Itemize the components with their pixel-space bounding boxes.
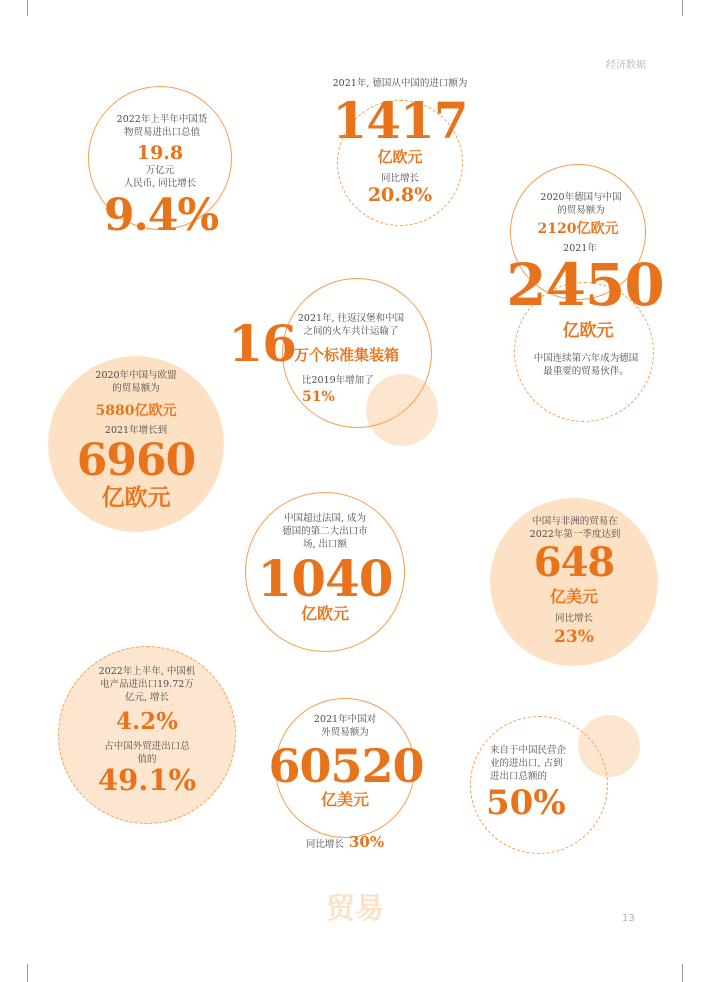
- stat4-intro: 2021年, 往返汉堡和中国之间的火车共计运输了: [297, 313, 405, 337]
- stat2-unit: 亿欧元: [377, 148, 423, 166]
- stat9-growth: [290, 832, 400, 851]
- stat1-big-number: 9.4%: [103, 190, 219, 241]
- stat7-unit: 亿美元: [549, 587, 598, 606]
- stat9-big-number: 60520: [268, 739, 424, 793]
- stat9-intro: 2021年中国对外贸易额为: [313, 714, 377, 738]
- stat1-unit: 万亿元: [145, 165, 175, 176]
- stat5-intro: 2020年中国与欧盟的贸易额为: [95, 370, 177, 394]
- stat8-big-number: 49.1%: [97, 763, 197, 797]
- stat3-intro: 2020年德国与中国的贸易额为: [540, 192, 622, 216]
- stat3-big-number: 2450: [506, 251, 664, 319]
- stat5-big-number: 6960: [76, 435, 196, 486]
- stat7-intro: 中国与非洲的贸易在2022年第一季度达到: [529, 516, 621, 540]
- stat4-unit: 万个标准集装箱: [294, 346, 400, 364]
- stat7-big-number: 648: [533, 539, 615, 586]
- crop-mark-top-left: [27, 0, 28, 16]
- stat2-big-number: 1417: [332, 91, 468, 150]
- stat9-pct: 30%: [348, 833, 385, 851]
- crop-mark-top-right: [682, 0, 683, 16]
- stat5-note: 2021年增长到: [104, 425, 168, 436]
- stat6-unit: 亿欧元: [300, 604, 349, 623]
- stat1-note: 人民币, 同比增长: [123, 178, 197, 189]
- stat3-unit: 亿欧元: [562, 321, 614, 341]
- stat3-note: 中国连续第六年成为德国最重要的贸易伙伴。: [533, 353, 639, 377]
- stat9-unit: 亿美元: [320, 790, 369, 809]
- stat8-intro: 2022年上半年, 中国机电产品进出口19.72万亿元, 增长: [98, 666, 196, 703]
- stat4-big-number: 16: [228, 314, 296, 373]
- stat2-intro: 2021年, 德国从中国的进口额为: [332, 78, 468, 89]
- stat1-intro: 2022年上半年中国货物贸易进出口总值: [116, 114, 208, 138]
- stat7-note: 同比增长: [554, 613, 593, 624]
- section-label: 经济数据: [606, 60, 646, 71]
- stat8-value: 4.2%: [116, 708, 178, 735]
- stat2-note: 同比增长: [380, 173, 419, 184]
- stat5-value: 5880亿欧元: [95, 403, 177, 419]
- stat1-value: 19.8: [136, 142, 184, 164]
- stat9-note: 同比增长: [305, 839, 344, 850]
- crop-mark-bottom-left: [27, 964, 28, 982]
- stat10-big-number: 50%: [486, 783, 566, 823]
- footer-title: 贸易: [325, 891, 384, 925]
- crop-mark-bottom-right: [682, 964, 683, 982]
- stat4-note: 比2019年增加了: [302, 375, 374, 386]
- stat6-intro: 中国超过法国, 成为德国的第二大出口市场, 出口额: [282, 513, 368, 550]
- page-number: 13: [622, 913, 635, 924]
- stat3-year: 2021年: [563, 243, 597, 254]
- stat2-pct: 20.8%: [367, 184, 433, 206]
- stat6-big-number: 1040: [257, 549, 393, 608]
- stat8-note: 占中国外贸进出口总值的: [104, 741, 190, 765]
- stat10-intro: 来自于中国民营企业的进出口, 占到进出口总额的: [490, 745, 567, 782]
- stat5-unit: 亿欧元: [101, 484, 171, 511]
- stat3-value: 2120亿欧元: [537, 221, 619, 237]
- stat4-pct: 51%: [302, 389, 335, 405]
- stat7-pct: 23%: [554, 627, 594, 647]
